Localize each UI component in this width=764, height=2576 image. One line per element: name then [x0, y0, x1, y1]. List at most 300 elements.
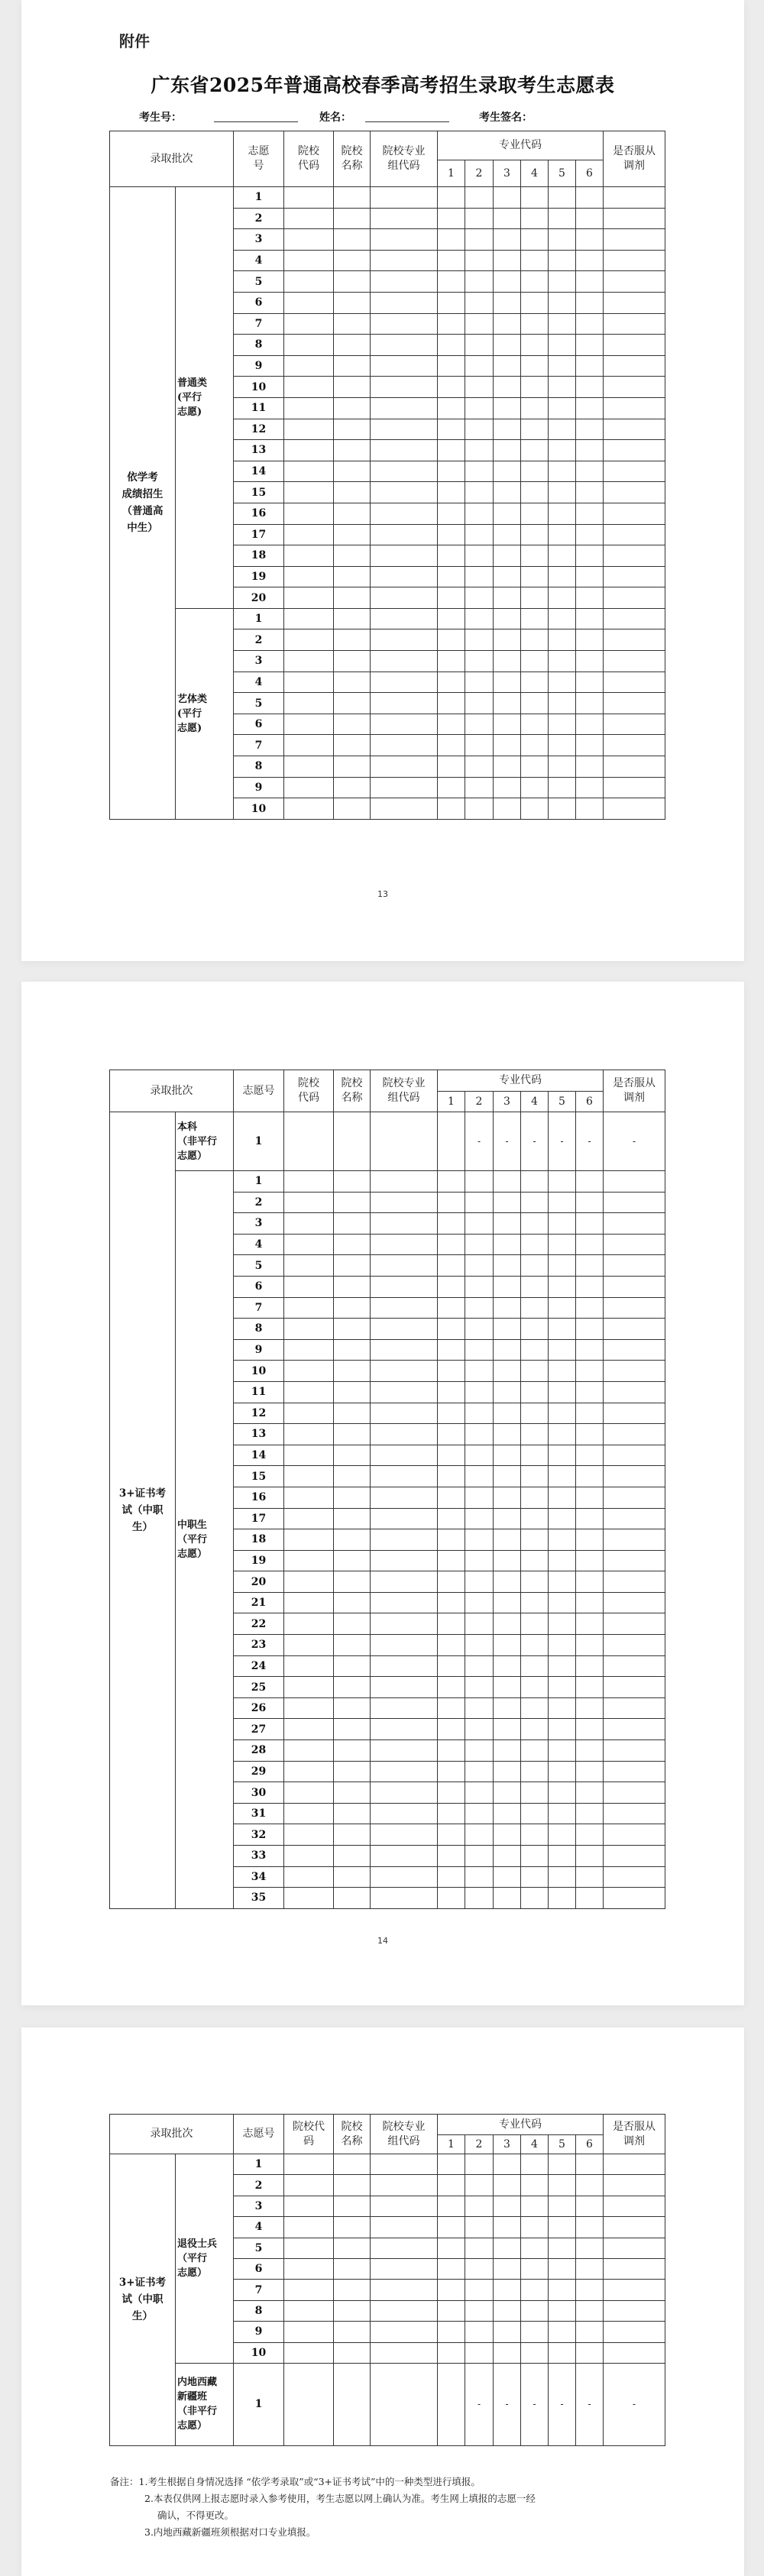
major-code-cell-2[interactable] [465, 1846, 494, 1867]
major-code-cell-6[interactable] [576, 1424, 604, 1445]
major-code-cell-5[interactable] [549, 1866, 576, 1888]
major-code-cell-2[interactable] [465, 756, 494, 778]
major-code-cell-6[interactable] [576, 608, 604, 629]
major-code-cell-4[interactable] [521, 1255, 549, 1277]
major-code-cell-1[interactable] [438, 735, 465, 756]
school-name-cell[interactable] [334, 1403, 371, 1424]
adjust-cell[interactable] [604, 1719, 665, 1740]
school-name-cell[interactable] [334, 1192, 371, 1213]
major-code-cell-5[interactable] [549, 608, 576, 629]
school-name-cell[interactable] [334, 777, 371, 798]
major-code-cell-3[interactable] [494, 1319, 521, 1340]
major-code-cell-5[interactable] [549, 2322, 576, 2342]
adjust-cell[interactable] [604, 2300, 665, 2321]
major-code-cell-5[interactable] [549, 1824, 576, 1846]
group-code-cell[interactable] [371, 1361, 438, 1382]
major-code-cell-1[interactable] [438, 1719, 465, 1740]
adjust-cell[interactable] [604, 2342, 665, 2363]
major-code-cell-4[interactable] [521, 1424, 549, 1445]
adjust-cell[interactable] [604, 1761, 665, 1782]
school-name-cell[interactable] [334, 292, 371, 313]
major-code-cell-3[interactable] [494, 1276, 521, 1297]
major-code-cell-5[interactable] [549, 335, 576, 356]
adjust-cell[interactable] [604, 1361, 665, 1382]
school-name-cell[interactable] [334, 1803, 371, 1824]
school-name-cell[interactable] [334, 1655, 371, 1677]
major-code-cell-2[interactable] [465, 714, 494, 735]
major-code-cell-2[interactable] [465, 2300, 494, 2321]
major-code-cell-2[interactable] [465, 1424, 494, 1445]
school-code-cell[interactable] [284, 608, 334, 629]
major-code-cell-5[interactable] [549, 545, 576, 567]
major-code-cell-1[interactable] [438, 503, 465, 524]
major-code-cell-5[interactable] [549, 1719, 576, 1740]
major-code-cell-4[interactable] [521, 335, 549, 356]
adjust-cell[interactable] [604, 1529, 665, 1551]
major-code-cell-3[interactable] [494, 1381, 521, 1403]
major-code-cell-5[interactable] [549, 1171, 576, 1193]
major-code-cell-2[interactable] [465, 1592, 494, 1613]
major-code-cell-6[interactable] [576, 545, 604, 567]
major-code-cell-2[interactable] [465, 2342, 494, 2363]
major-code-cell-1[interactable] [438, 545, 465, 567]
major-code-cell-2[interactable] [465, 545, 494, 567]
major-code-cell-5[interactable] [549, 566, 576, 587]
school-code-cell[interactable] [284, 1592, 334, 1613]
major-code-cell-1[interactable] [438, 777, 465, 798]
major-code-cell-6[interactable] [576, 672, 604, 693]
major-code-cell-5[interactable] [549, 1677, 576, 1698]
major-code-cell-4[interactable] [521, 440, 549, 461]
major-code-cell-6[interactable] [576, 693, 604, 714]
school-code-cell[interactable] [284, 566, 334, 587]
school-code-cell[interactable] [284, 672, 334, 693]
school-code-cell[interactable] [284, 2196, 334, 2216]
major-code-cell-4[interactable] [521, 397, 549, 419]
adjust-cell[interactable] [604, 629, 665, 651]
major-code-cell-5[interactable] [549, 355, 576, 377]
major-code-cell-2[interactable] [465, 735, 494, 756]
major-code-cell-3[interactable] [494, 524, 521, 545]
group-code-cell[interactable] [371, 545, 438, 567]
school-name-cell[interactable] [334, 2322, 371, 2342]
major-code-cell-2[interactable] [465, 651, 494, 672]
major-code-cell-2[interactable] [465, 503, 494, 524]
major-code-cell-6[interactable] [576, 1571, 604, 1593]
adjust-cell[interactable] [604, 1571, 665, 1593]
major-code-cell-1[interactable] [438, 1403, 465, 1424]
adjust-cell[interactable] [604, 2175, 665, 2196]
major-code-cell-4[interactable] [521, 461, 549, 482]
major-code-cell-1[interactable] [438, 1508, 465, 1529]
major-code-cell-5[interactable] [549, 798, 576, 820]
adjust-cell[interactable] [604, 756, 665, 778]
major-code-cell-4[interactable] [521, 1846, 549, 1867]
major-code-cell-5[interactable] [549, 229, 576, 251]
major-code-cell-4[interactable] [521, 651, 549, 672]
group-code-cell[interactable] [371, 2322, 438, 2342]
school-code-cell[interactable] [284, 587, 334, 609]
school-name-cell[interactable] [334, 1424, 371, 1445]
major-code-cell-3[interactable] [494, 1740, 521, 1762]
major-code-cell-4[interactable] [521, 1445, 549, 1466]
major-code-cell-4[interactable] [521, 313, 549, 335]
adjust-cell[interactable] [604, 1381, 665, 1403]
major-code-cell-3[interactable] [494, 313, 521, 335]
major-code-cell-3[interactable] [494, 798, 521, 820]
major-code-cell-3[interactable] [494, 1888, 521, 1909]
school-code-cell[interactable] [284, 397, 334, 419]
school-code-cell[interactable] [284, 756, 334, 778]
major-code-cell-4[interactable] [521, 714, 549, 735]
major-code-cell-3[interactable] [494, 1487, 521, 1508]
major-code-cell-5[interactable] [549, 672, 576, 693]
major-code-cell-4[interactable] [521, 2322, 549, 2342]
major-code-cell-5[interactable] [549, 651, 576, 672]
adjust-cell[interactable] [604, 1487, 665, 1508]
major-code-cell-2[interactable] [465, 1487, 494, 1508]
major-code-cell-6[interactable] [576, 482, 604, 503]
major-code-cell-3[interactable] [494, 2280, 521, 2300]
group-code-cell[interactable] [371, 2258, 438, 2279]
school-name-cell[interactable] [334, 1381, 371, 1403]
major-code-cell-4[interactable] [521, 566, 549, 587]
major-code-cell-3[interactable] [494, 1234, 521, 1255]
school-code-cell[interactable] [284, 229, 334, 251]
school-name-cell[interactable] [334, 2280, 371, 2300]
major-code-cell-4[interactable] [521, 1782, 549, 1804]
major-code-cell-6[interactable] [576, 1592, 604, 1613]
school-name-cell[interactable] [334, 1550, 371, 1571]
school-name-cell[interactable] [334, 1319, 371, 1340]
group-code-cell[interactable] [371, 1888, 438, 1909]
major-code-cell-2[interactable] [465, 1339, 494, 1361]
school-code-cell[interactable] [284, 1213, 334, 1235]
major-code-cell-3[interactable] [494, 608, 521, 629]
major-code-cell-3[interactable] [494, 1719, 521, 1740]
major-code-cell-5[interactable] [549, 1192, 576, 1213]
major-code-cell-3[interactable] [494, 2175, 521, 2196]
major-code-cell-4[interactable] [521, 1740, 549, 1762]
group-code-cell[interactable] [371, 503, 438, 524]
major-code-cell-4[interactable] [521, 1297, 549, 1319]
major-code-cell-2[interactable] [465, 229, 494, 251]
major-code-cell-5[interactable] [549, 482, 576, 503]
major-code-cell-6[interactable] [576, 397, 604, 419]
group-code-cell[interactable] [371, 1635, 438, 1656]
major-code-cell-5[interactable] [549, 1424, 576, 1445]
adjust-cell[interactable] [604, 187, 665, 209]
school-name-cell[interactable] [334, 1171, 371, 1193]
major-code-cell-6[interactable] [576, 1192, 604, 1213]
major-code-cell-3[interactable] [494, 1529, 521, 1551]
school-code-cell[interactable] [284, 1297, 334, 1319]
major-code-cell-2[interactable] [465, 566, 494, 587]
major-code-cell-2[interactable] [465, 419, 494, 440]
major-code-cell-5[interactable] [549, 1297, 576, 1319]
major-code-cell-3[interactable] [494, 1697, 521, 1719]
group-code-cell[interactable] [371, 1761, 438, 1782]
major-code-cell-4[interactable] [521, 1866, 549, 1888]
school-name-cell[interactable] [334, 1213, 371, 1235]
major-code-cell-1[interactable] [438, 1192, 465, 1213]
group-code-cell[interactable] [371, 756, 438, 778]
group-code-cell[interactable] [371, 672, 438, 693]
major-code-cell-3[interactable] [494, 1592, 521, 1613]
major-code-cell-6[interactable] [576, 229, 604, 251]
major-code-cell-5[interactable] [549, 1592, 576, 1613]
group-code-cell[interactable] [371, 2238, 438, 2258]
school-code-cell[interactable] [284, 1339, 334, 1361]
major-code-cell-5[interactable] [549, 271, 576, 293]
school-code-cell[interactable] [284, 2258, 334, 2279]
school-name-cell[interactable] [334, 355, 371, 377]
major-code-cell-1[interactable] [438, 1655, 465, 1677]
school-code-cell[interactable] [284, 503, 334, 524]
adjust-cell[interactable] [604, 693, 665, 714]
major-code-cell-2[interactable] [465, 1529, 494, 1551]
major-code-cell-5[interactable] [549, 1613, 576, 1635]
major-code-cell-4[interactable] [521, 2154, 549, 2175]
group-code-cell[interactable] [371, 355, 438, 377]
major-code-cell-1[interactable] [438, 1381, 465, 1403]
group-code-cell[interactable] [371, 2175, 438, 2196]
school-name-cell[interactable] [334, 1677, 371, 1698]
major-code-cell-5[interactable] [549, 2300, 576, 2321]
group-code-cell[interactable] [371, 1424, 438, 1445]
major-code-cell-4[interactable] [521, 693, 549, 714]
major-code-cell-4[interactable] [521, 1824, 549, 1846]
major-code-cell-6[interactable] [576, 1782, 604, 1804]
group-code-cell[interactable] [371, 566, 438, 587]
major-code-cell-1[interactable] [438, 1361, 465, 1382]
adjust-cell[interactable] [604, 1866, 665, 1888]
major-code-cell-2[interactable] [465, 1276, 494, 1297]
school-code-cell[interactable] [284, 1276, 334, 1297]
major-code-cell-5[interactable] [549, 2154, 576, 2175]
school-code-cell[interactable] [284, 1508, 334, 1529]
major-code-cell-5[interactable] [549, 503, 576, 524]
major-code-cell-4[interactable] [521, 629, 549, 651]
major-code-cell-2[interactable] [465, 1571, 494, 1593]
major-code-cell-2[interactable] [465, 292, 494, 313]
major-code-cell-1[interactable] [438, 2300, 465, 2321]
school-code-cell[interactable] [284, 1740, 334, 1762]
major-code-cell-5[interactable] [549, 693, 576, 714]
candidate-number-field[interactable] [214, 121, 298, 122]
school-name-cell[interactable] [334, 482, 371, 503]
school-name-cell[interactable] [334, 1571, 371, 1593]
major-code-cell-2[interactable] [465, 1361, 494, 1382]
major-code-cell-6[interactable] [576, 503, 604, 524]
major-code-cell-6[interactable] [576, 1697, 604, 1719]
major-code-cell-4[interactable] [521, 1381, 549, 1403]
major-code-cell-2[interactable] [465, 1550, 494, 1571]
major-code-cell-2[interactable] [465, 629, 494, 651]
major-code-cell-6[interactable] [576, 651, 604, 672]
major-code-cell-1[interactable] [438, 482, 465, 503]
major-code-cell-1[interactable] [438, 208, 465, 229]
major-code-cell-2[interactable] [465, 1677, 494, 1698]
school-code-cell[interactable] [284, 1234, 334, 1255]
school-code-cell[interactable] [284, 2175, 334, 2196]
major-code-cell-2[interactable] [465, 1403, 494, 1424]
school-name-cell[interactable] [334, 1846, 371, 1867]
major-code-cell-4[interactable] [521, 524, 549, 545]
group-code-cell[interactable] [371, 2196, 438, 2216]
major-code-cell-5[interactable] [549, 208, 576, 229]
school-code-cell[interactable] [284, 2238, 334, 2258]
school-name-cell[interactable] [334, 1824, 371, 1846]
group-code-cell[interactable] [371, 1255, 438, 1277]
major-code-cell-5[interactable] [549, 1803, 576, 1824]
major-code-cell-1[interactable] [438, 1782, 465, 1804]
school-name-cell[interactable] [334, 629, 371, 651]
major-code-cell-1[interactable] [438, 629, 465, 651]
group-code-cell[interactable] [371, 2280, 438, 2300]
adjust-cell[interactable] [604, 566, 665, 587]
major-code-cell-4[interactable] [521, 1508, 549, 1529]
major-code-cell-1[interactable] [438, 1697, 465, 1719]
major-code-cell-1[interactable] [438, 2280, 465, 2300]
group-code-cell[interactable] [371, 377, 438, 398]
adjust-cell[interactable] [604, 651, 665, 672]
group-code-cell[interactable] [371, 1381, 438, 1403]
group-code-cell[interactable] [371, 1445, 438, 1466]
school-name-cell[interactable] [334, 187, 371, 209]
major-code-cell-4[interactable] [521, 1613, 549, 1635]
adjust-cell[interactable] [604, 271, 665, 293]
major-code-cell-2[interactable] [465, 355, 494, 377]
adjust-cell[interactable] [604, 2196, 665, 2216]
major-code-cell-5[interactable] [549, 1761, 576, 1782]
major-code-cell-1[interactable] [438, 1740, 465, 1762]
major-code-cell-6[interactable] [576, 1339, 604, 1361]
major-code-cell-3[interactable] [494, 355, 521, 377]
major-code-cell-5[interactable] [549, 1487, 576, 1508]
major-code-cell-4[interactable] [521, 1361, 549, 1382]
school-name-cell[interactable] [334, 271, 371, 293]
group-code-cell[interactable] [371, 1613, 438, 1635]
group-code-cell[interactable] [371, 1803, 438, 1824]
major-code-cell-4[interactable] [521, 419, 549, 440]
school-code-cell[interactable] [284, 629, 334, 651]
major-code-cell-2[interactable] [465, 1655, 494, 1677]
major-code-cell-3[interactable] [494, 1761, 521, 1782]
major-code-cell-2[interactable] [465, 693, 494, 714]
school-code-cell[interactable] [284, 440, 334, 461]
adjust-cell[interactable] [604, 229, 665, 251]
major-code-cell-3[interactable] [494, 208, 521, 229]
major-code-cell-4[interactable] [521, 545, 549, 567]
school-code-cell[interactable] [284, 651, 334, 672]
major-code-cell-4[interactable] [521, 1655, 549, 1677]
major-code-cell-6[interactable] [576, 1613, 604, 1635]
major-code-cell-4[interactable] [521, 2238, 549, 2258]
adjust-cell[interactable] [604, 1445, 665, 1466]
adjust-cell[interactable] [604, 503, 665, 524]
major-code-cell-1[interactable] [438, 1888, 465, 1909]
major-code-cell-2[interactable] [465, 1635, 494, 1656]
group-code-cell[interactable] [371, 1677, 438, 1698]
major-code-cell-3[interactable] [494, 271, 521, 293]
major-code-cell-1[interactable] [438, 2217, 465, 2238]
major-code-cell-1[interactable] [438, 1761, 465, 1782]
major-code-cell-6[interactable] [576, 1361, 604, 1382]
group-code-cell[interactable] [371, 1403, 438, 1424]
major-code-cell-4[interactable] [521, 503, 549, 524]
major-code-cell-2[interactable] [465, 461, 494, 482]
major-code-cell-1[interactable] [438, 1866, 465, 1888]
school-name-cell[interactable] [334, 1276, 371, 1297]
major-code-cell-3[interactable] [494, 2217, 521, 2238]
adjust-cell[interactable] [604, 672, 665, 693]
major-code-cell-2[interactable] [465, 250, 494, 271]
adjust-cell[interactable] [604, 355, 665, 377]
major-code-cell-6[interactable] [576, 355, 604, 377]
school-code-cell[interactable] [284, 1361, 334, 1382]
major-code-cell-6[interactable] [576, 2196, 604, 2216]
group-code-cell[interactable] [371, 2217, 438, 2238]
major-code-cell-4[interactable] [521, 1403, 549, 1424]
major-code-cell-3[interactable] [494, 397, 521, 419]
major-code-cell-2[interactable] [465, 397, 494, 419]
adjust-cell[interactable] [604, 292, 665, 313]
major-code-cell-1[interactable] [438, 1339, 465, 1361]
major-code-cell-6[interactable] [576, 1445, 604, 1466]
school-name-cell[interactable] [334, 2217, 371, 2238]
adjust-cell[interactable] [604, 735, 665, 756]
school-name-cell[interactable] [334, 503, 371, 524]
major-code-cell-6[interactable] [576, 461, 604, 482]
major-code-cell-6[interactable] [576, 1866, 604, 1888]
school-name-cell[interactable] [334, 566, 371, 587]
major-code-cell-3[interactable] [494, 1803, 521, 1824]
school-name-cell[interactable] [334, 335, 371, 356]
major-code-cell-6[interactable] [576, 1403, 604, 1424]
major-code-cell-5[interactable] [549, 1740, 576, 1762]
major-code-cell-2[interactable] [465, 2196, 494, 2216]
school-name-cell[interactable] [334, 208, 371, 229]
group-code-cell[interactable] [371, 2300, 438, 2321]
major-code-cell-2[interactable] [465, 1319, 494, 1340]
major-code-cell-1[interactable] [438, 1677, 465, 1698]
major-code-cell-4[interactable] [521, 187, 549, 209]
school-code-cell[interactable] [284, 1635, 334, 1656]
adjust-cell[interactable] [604, 440, 665, 461]
major-code-cell-5[interactable] [549, 2342, 576, 2363]
school-code-cell[interactable] [284, 1445, 334, 1466]
group-code-cell[interactable] [371, 1782, 438, 1804]
major-code-cell-6[interactable] [576, 440, 604, 461]
major-code-cell-3[interactable] [494, 419, 521, 440]
school-code-cell[interactable] [284, 208, 334, 229]
school-code-cell[interactable] [284, 271, 334, 293]
major-code-cell-6[interactable] [576, 714, 604, 735]
school-code-cell[interactable] [284, 335, 334, 356]
school-name-cell[interactable] [334, 735, 371, 756]
group-code-cell[interactable] [371, 1213, 438, 1235]
major-code-cell-1[interactable] [438, 1635, 465, 1656]
adjust-cell[interactable] [604, 1613, 665, 1635]
major-code-cell-4[interactable] [521, 1487, 549, 1508]
major-code-cell-6[interactable] [576, 798, 604, 820]
adjust-cell[interactable] [604, 208, 665, 229]
major-code-cell-6[interactable] [576, 1276, 604, 1297]
adjust-cell[interactable] [604, 1824, 665, 1846]
major-code-cell-5[interactable] [549, 735, 576, 756]
school-name-cell[interactable] [334, 1255, 371, 1277]
